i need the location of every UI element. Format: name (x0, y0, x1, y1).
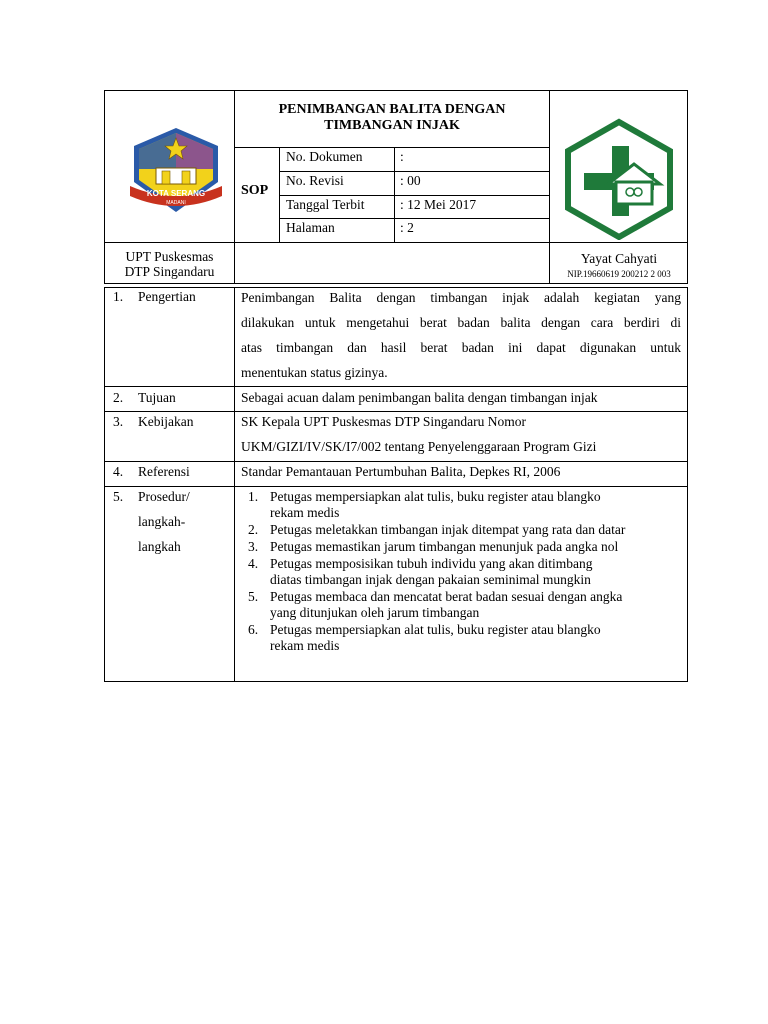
procedure-step (241, 622, 681, 654)
procedure-steps (241, 489, 681, 655)
tujuan-text: Sebagai acuan dalam penimbangan balita dengan timbangan injak (241, 390, 598, 405)
meta-label-no-revisi: No. Revisi (286, 173, 344, 188)
section-label-tujuan: Tujuan (138, 390, 176, 405)
meta-label-tanggal-terbit: Tanggal Terbit (286, 197, 365, 212)
step-line: rekam medis (270, 638, 340, 653)
meta-label-no-dokumen: No. Dokumen (286, 149, 363, 164)
divider (279, 195, 549, 196)
step-line: Petugas memposisikan tubuh individu yang akan ditimbang (270, 556, 593, 571)
section-label-prosedur: langkah (138, 539, 181, 554)
section-label-pengertian: Pengertian (138, 289, 196, 304)
meta-value-no-revisi: : 00 (400, 173, 421, 188)
procedure-step (241, 489, 681, 521)
procedure-step (241, 522, 681, 538)
step-line: Petugas mempersiapkan alat tulis, buku register atau blangko (270, 489, 601, 504)
section-label-kebijakan: Kebijakan (138, 414, 194, 429)
divider (104, 242, 688, 243)
procedure-step (241, 556, 681, 588)
document-title: PENIMBANGAN BALITA DENGAN TIMBANGAN INJAK (278, 102, 506, 133)
step-line: Petugas memastikan jarum timbangan menunjuk pada angka nol (270, 539, 619, 554)
step-line: rekam medis (270, 505, 340, 520)
divider (279, 218, 549, 219)
section-label-prosedur: langkah- (138, 514, 186, 529)
meta-value-halaman: : 2 (400, 220, 414, 235)
divider (234, 147, 549, 148)
step-line: Petugas membaca dan mencatat berat badan sesuai dengan angka (270, 589, 623, 604)
section-number: 3. (113, 414, 124, 429)
procedure-step (241, 589, 681, 621)
step-number: 1. (248, 489, 259, 504)
step-number: 3. (248, 539, 259, 554)
divider (104, 411, 688, 412)
kota-serang-logo (126, 124, 226, 216)
step-line: Petugas mempersiapkan alat tulis, buku register atau blangko (270, 622, 601, 637)
meta-value-tanggal-terbit: : 12 Mei 2017 (400, 197, 477, 212)
section-number: 1. (113, 289, 124, 304)
pengertian-line: atas timbangan dan hasil berat badan ini dapat digunakan untuk (241, 340, 681, 355)
divider (104, 461, 688, 462)
step-number: 2. (248, 522, 259, 537)
referensi-text: Standar Pemantauan Pertumbuhan Balita, Depkes RI, 2006 (241, 464, 561, 479)
kebijakan-line2: UKM/GIZI/IV/SK/I7/002 tentang Penyelenggaraan Program Gizi (241, 439, 597, 454)
step-line: Petugas meletakkan timbangan injak ditempat yang rata dan datar (270, 522, 626, 537)
divider (279, 171, 549, 172)
signer-nip: NIP.19660619 200212 2 003 (567, 269, 671, 279)
org-name-line1: UPT Puskesmas (125, 249, 214, 264)
org-name-line2: DTP Singandaru (124, 264, 215, 279)
step-number: 5. (248, 589, 259, 604)
section-label-referensi: Referensi (138, 464, 190, 479)
section-label-prosedur: Prosedur/ (138, 489, 190, 504)
section-number: 2. (113, 390, 124, 405)
pengertian-line: menentukan status gizinya. (241, 365, 388, 380)
logo-left-motto: MADANI (166, 200, 186, 206)
step-number: 6. (248, 622, 259, 637)
step-number: 4. (248, 556, 259, 571)
logo-left-text: KOTA SERANG (146, 189, 206, 198)
divider (104, 386, 688, 387)
kebijakan-line1: SK Kepala UPT Puskesmas DTP Singandaru Nomor (241, 414, 526, 429)
meta-label-halaman: Halaman (286, 220, 335, 235)
pengertian-line: dilakukan untuk mengetahui berat badan balita dengan cara berdiri di (241, 315, 681, 330)
step-line: yang ditunjukan oleh jarum timbangan (270, 605, 480, 620)
puskesmas-logo (560, 118, 678, 240)
step-line: diatas timbangan injak dengan pakaian seminimal mungkin (270, 572, 591, 587)
section-number: 5. (113, 489, 124, 504)
sop-label: SOP (241, 183, 269, 198)
divider (104, 486, 688, 487)
divider (234, 287, 235, 682)
signer-name: Yayat Cahyati (580, 251, 658, 266)
pengertian-line: Penimbangan Balita dengan timbangan injak adalah kegiatan yang (241, 290, 681, 305)
procedure-step (241, 539, 681, 555)
section-number: 4. (113, 464, 124, 479)
pengertian-text (241, 285, 681, 385)
meta-value-no-dokumen: : (400, 149, 404, 164)
